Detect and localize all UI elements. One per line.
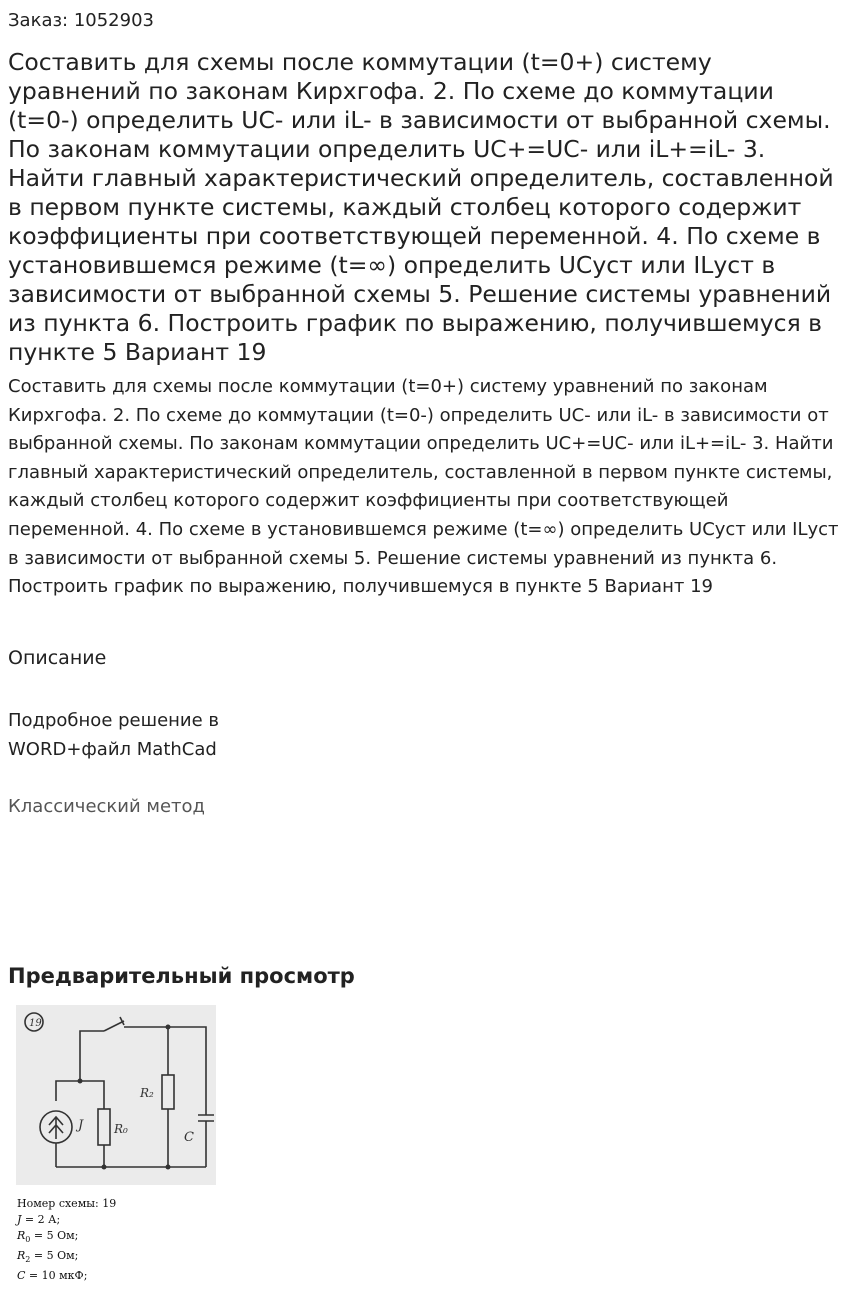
circuit-schematic — [16, 1005, 216, 1185]
task-title: Составить для схемы после коммутации (t=0+) систему уравнений по законам Кирхгофа. 2. По схеме до коммутации (t=0-) определить UC- или iL- в зависимости от выбранной схемы. По законам коммутации определить UC+=UC- или iL+=iL- 3. Найти главный характеристический определитель, составленной в первом пункте системы, каждый столбец которого содержит коэффициенты при соответствующей переменной. 4. По схеме в установившемся режиме (t=∞) определить UCуст или ILуст в зависимости от выбранной схемы 5. Решение системы уравнений из пункта 6. Построить график по выражению, получившемуся в пункте 5 Вариант 19 — [8, 48, 834, 366]
junction-left — [78, 1079, 83, 1084]
variant-badge-text: 19 — [29, 1018, 42, 1029]
param-c-value: = 10 мкФ; — [25, 1269, 88, 1283]
param-r0 — [17, 1228, 116, 1248]
param-r0-sub: 0 — [25, 1235, 31, 1245]
description-detail: Подробное решение в WORD+файл MathCad — [8, 710, 220, 760]
param-j-name: J — [17, 1213, 22, 1226]
param-r0-name: R — [17, 1229, 26, 1242]
description-label: Описание — [8, 647, 107, 669]
junction-bottom-left — [102, 1165, 107, 1170]
circuit-schematic-image[interactable] — [16, 1005, 216, 1185]
capacitor-label: C — [184, 1130, 194, 1145]
method-label: Классический метод — [8, 796, 205, 817]
preview-heading: Предварительный просмотр — [8, 964, 355, 988]
junction-bottom-right — [166, 1165, 171, 1170]
schematic-background — [16, 1005, 216, 1185]
param-c — [17, 1268, 116, 1284]
param-r2-value: = 5 Ом; — [30, 1249, 79, 1263]
r0-label: R₀ — [114, 1122, 128, 1136]
circuit-parameters — [17, 1196, 116, 1284]
param-j-value: = 2 А; — [21, 1213, 61, 1226]
order-number: Заказ: 1052903 — [8, 10, 154, 31]
param-r0-value: = 5 Ом; — [30, 1229, 79, 1242]
param-scheme: Номер схемы: 19 — [17, 1197, 117, 1210]
r2-label: R₂ — [140, 1086, 154, 1100]
param-r2 — [17, 1248, 116, 1268]
junction-top — [166, 1025, 171, 1030]
param-r2-name: R — [17, 1249, 26, 1263]
param-c-name: C — [17, 1269, 26, 1283]
param-r2-sub: 2 — [25, 1255, 31, 1265]
param-j — [17, 1212, 116, 1228]
source-label: J — [78, 1118, 84, 1133]
task-description: Составить для схемы после коммутации (t=0+) систему уравнений по законам Кирхгофа. 2. По схеме до коммутации (t=0-) определить UC- или iL- в зависимости от выбранной схемы. По законам коммутации определить UC+=UC- или iL+=iL- 3. Найти главный характеристический определитель, составленной в первом пункте системы, каждый столбец которого содержит коэффициенты при соответствующей переменной. 4. По схеме в установившемся режиме (t=∞) определить UCуст или ILуст в зависимости от выбранной схемы 5. Решение системы уравнений из пункта 6. Построить график по выражению, получившемуся в пункте 5 Вариант 19 — [8, 376, 839, 598]
